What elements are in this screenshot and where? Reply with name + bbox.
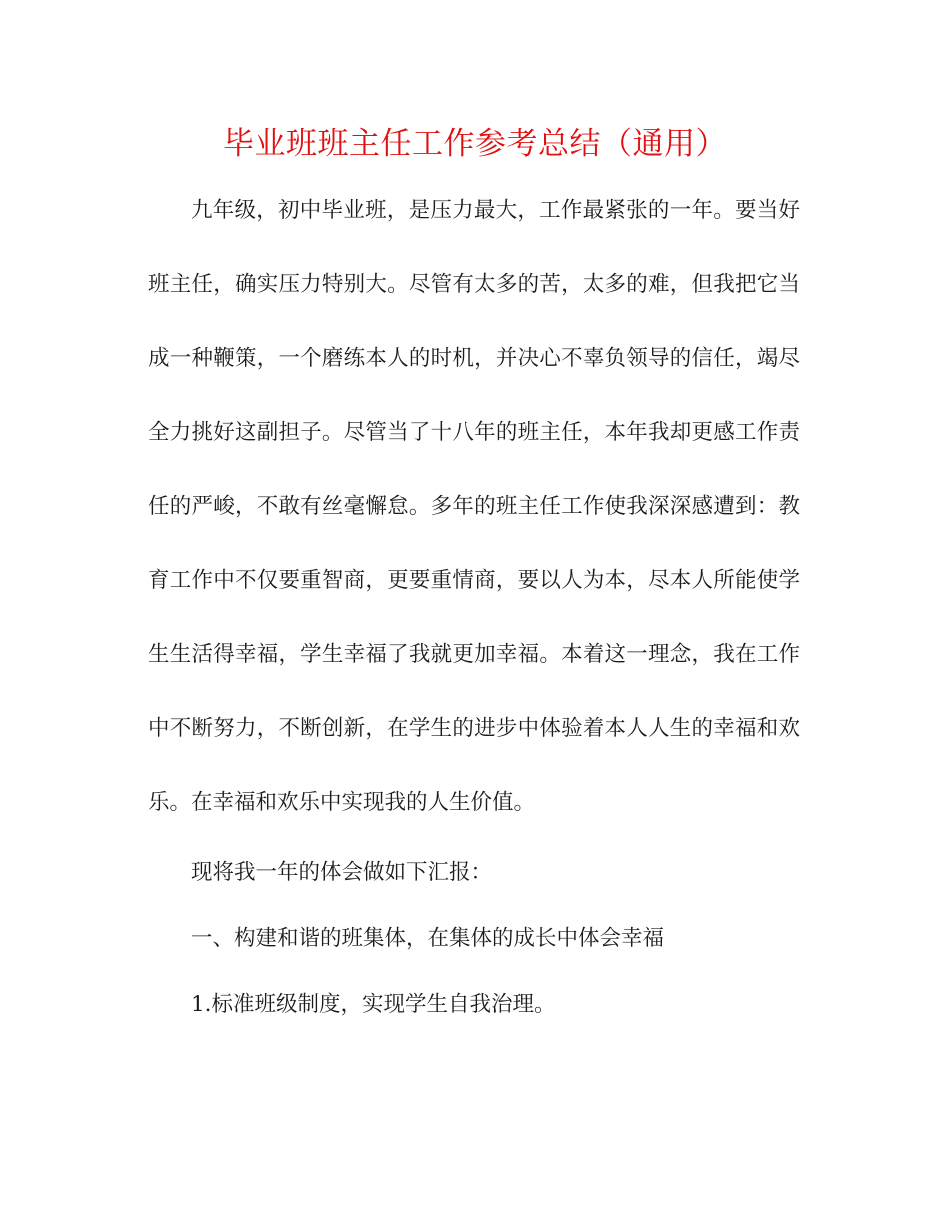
document-body <box>148 174 800 1038</box>
document-title: 毕业班班主任工作参考总结（通用） <box>223 126 727 162</box>
section-heading: 一、构建和谐的班集体，在集体的成长中体会幸福 <box>191 926 665 951</box>
subsection-heading: 1.标准班级制度，实现学生自我治理。 <box>191 992 556 1017</box>
intro-paragraph: 九年级，初中毕业班，是压力最大，工作最紧张的一年。要当好班主任，确实压力特别大。尽管有太多的苦，太多的难，但我把它当成一种鞭策，一个磨练本人的时机，并决心不辜负领导的信任，竭尽全力挑好这副担子。尽管当了十八年的班主任，本年我却更感工作责任的严峻，不敢有丝毫懈怠。多年的班主任工作使我深深感遭到：教育工作中不仅要重智商，更要重情商，要以人为本，尽本人所能使学生生活得幸福，学生幸福了我就更加幸福。本着这一理念，我在工作中不断努力，不断创新，在学生的进步中体验着本人人生的幸福和欢乐。在幸福和欢乐中实现我的人生价值。 <box>148 198 800 815</box>
report-intro-paragraph: 现将我一年的体会做如下汇报： <box>191 860 493 885</box>
